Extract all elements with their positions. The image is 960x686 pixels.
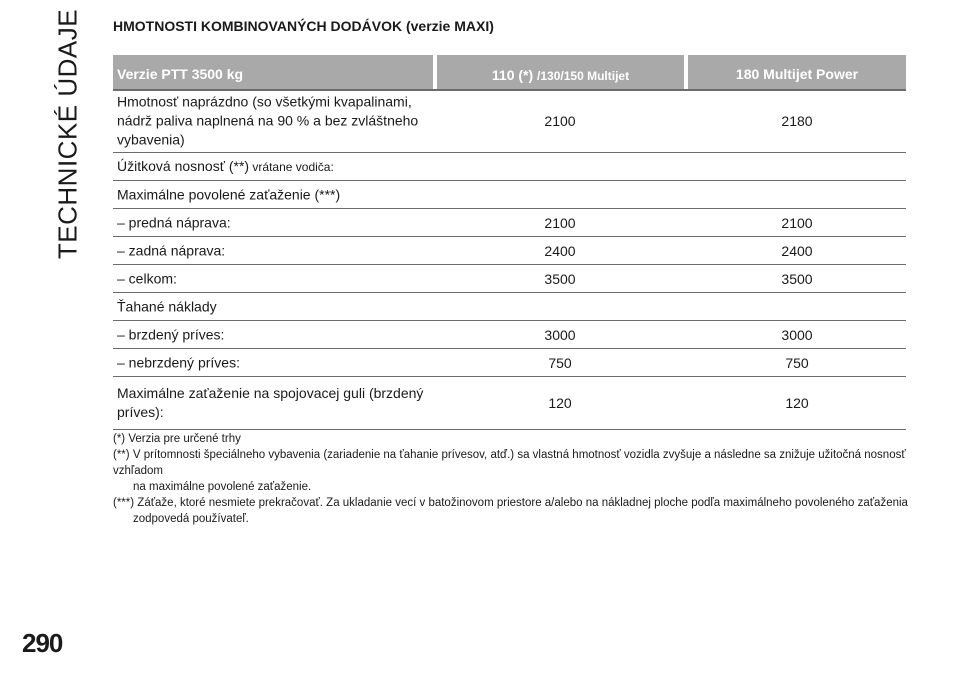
footnote [113,431,913,447]
footnote [113,495,913,527]
row-label: – nebrzdený príves: [117,354,240,370]
row-value-col2: 2100 [544,214,576,231]
table-row [113,377,906,430]
table-row [113,293,906,321]
footnote-continuation: na maximálne povolené zaťaženie. [133,481,312,493]
row-value-col3: 2400 [781,242,813,259]
table-row [113,153,906,181]
table-row [113,181,906,209]
header-col-version [113,55,433,89]
row-label: Maximálne zaťaženie na spojovacej guli (brzdený príves): [117,385,424,420]
footnote-text: V prítomnosti špeciálneho vybavenia (zariadenie na ťahanie prívesov, atď.) sa vlastná hmotnosť vozidla zvyšuje a následne sa znižuje užitočná nosnosť vzhľadom [113,449,906,477]
row-value-col2: 3500 [544,270,576,287]
row-label: – brzdený príves: [117,326,225,342]
page-heading: HMOTNOSTI KOMBINOVANÝCH DODÁVOK (verzie MAXI) [113,18,494,34]
row-value-col2: 3000 [544,326,576,343]
row-label: – zadná náprava: [117,242,226,258]
header-col-110-150-label [437,67,684,83]
row-value-col3: 750 [785,354,809,371]
row-value-col2: 2400 [544,242,576,259]
table-row [113,89,906,153]
row-value-col2: 2100 [544,112,576,129]
header-col-110-150 [437,55,684,89]
footnote-mark: (**) [113,449,130,461]
footnote-text: Verzia pre určené trhy [128,433,241,445]
section-title-text: TECHNICKÉ ÚDAJE [52,8,83,260]
section-title-vertical [48,8,88,260]
row-label: – celkom: [117,270,177,286]
footnotes [113,431,913,527]
header-col-110-main: 110 (*) [491,67,534,83]
weights-table [113,55,906,430]
row-value-col3: 2180 [781,112,813,129]
footnote [113,447,913,495]
header-col-version-label: Verzie PTT 3500 kg [117,66,244,82]
row-label-small: vrátane vodiča: [249,159,334,174]
row-label: Maximálne povolené zaťaženie (***) [117,186,341,202]
table-row [113,349,906,377]
table-header [113,55,906,89]
row-value-col3: 3000 [781,326,813,343]
row-value-col3: 3500 [781,270,813,287]
table-row [113,321,906,349]
row-value-col2: 750 [548,354,572,371]
footnote-text: Záťaže, ktoré nesmiete prekračovať. Za ukladanie vecí v batožinovom priestore a/alebo na nákladnej ploche podľa maximálneho povoleného zaťaženia [137,497,908,509]
header-col-180 [688,55,906,89]
footnote-mark: (*) [113,433,126,445]
row-value-col2: 120 [548,395,572,411]
footnote-continuation: zodpovedá používateľ. [133,513,249,525]
footnote-mark: (***) [113,497,135,509]
row-label: Hmotnosť naprázdno (so všetkými kvapalinami, nádrž paliva naplnená na 90 % a bez zvláštneho vybavenia) [117,93,419,147]
row-value-col3: 120 [785,395,809,411]
header-col-180-label: 180 Multijet Power [735,66,859,82]
table-row [113,237,906,265]
row-value-col3: 2100 [781,214,813,231]
row-label: – predná náprava: [117,214,231,230]
table-row [113,265,906,293]
page-number: 290 [22,628,63,658]
row-label-main: Úžitková nosnosť (**) [117,157,250,174]
table-row [113,209,906,237]
row-label [117,157,334,177]
row-label: Ťahané náklady [117,298,217,314]
header-col-110-small: /130/150 Multijet [537,69,630,83]
